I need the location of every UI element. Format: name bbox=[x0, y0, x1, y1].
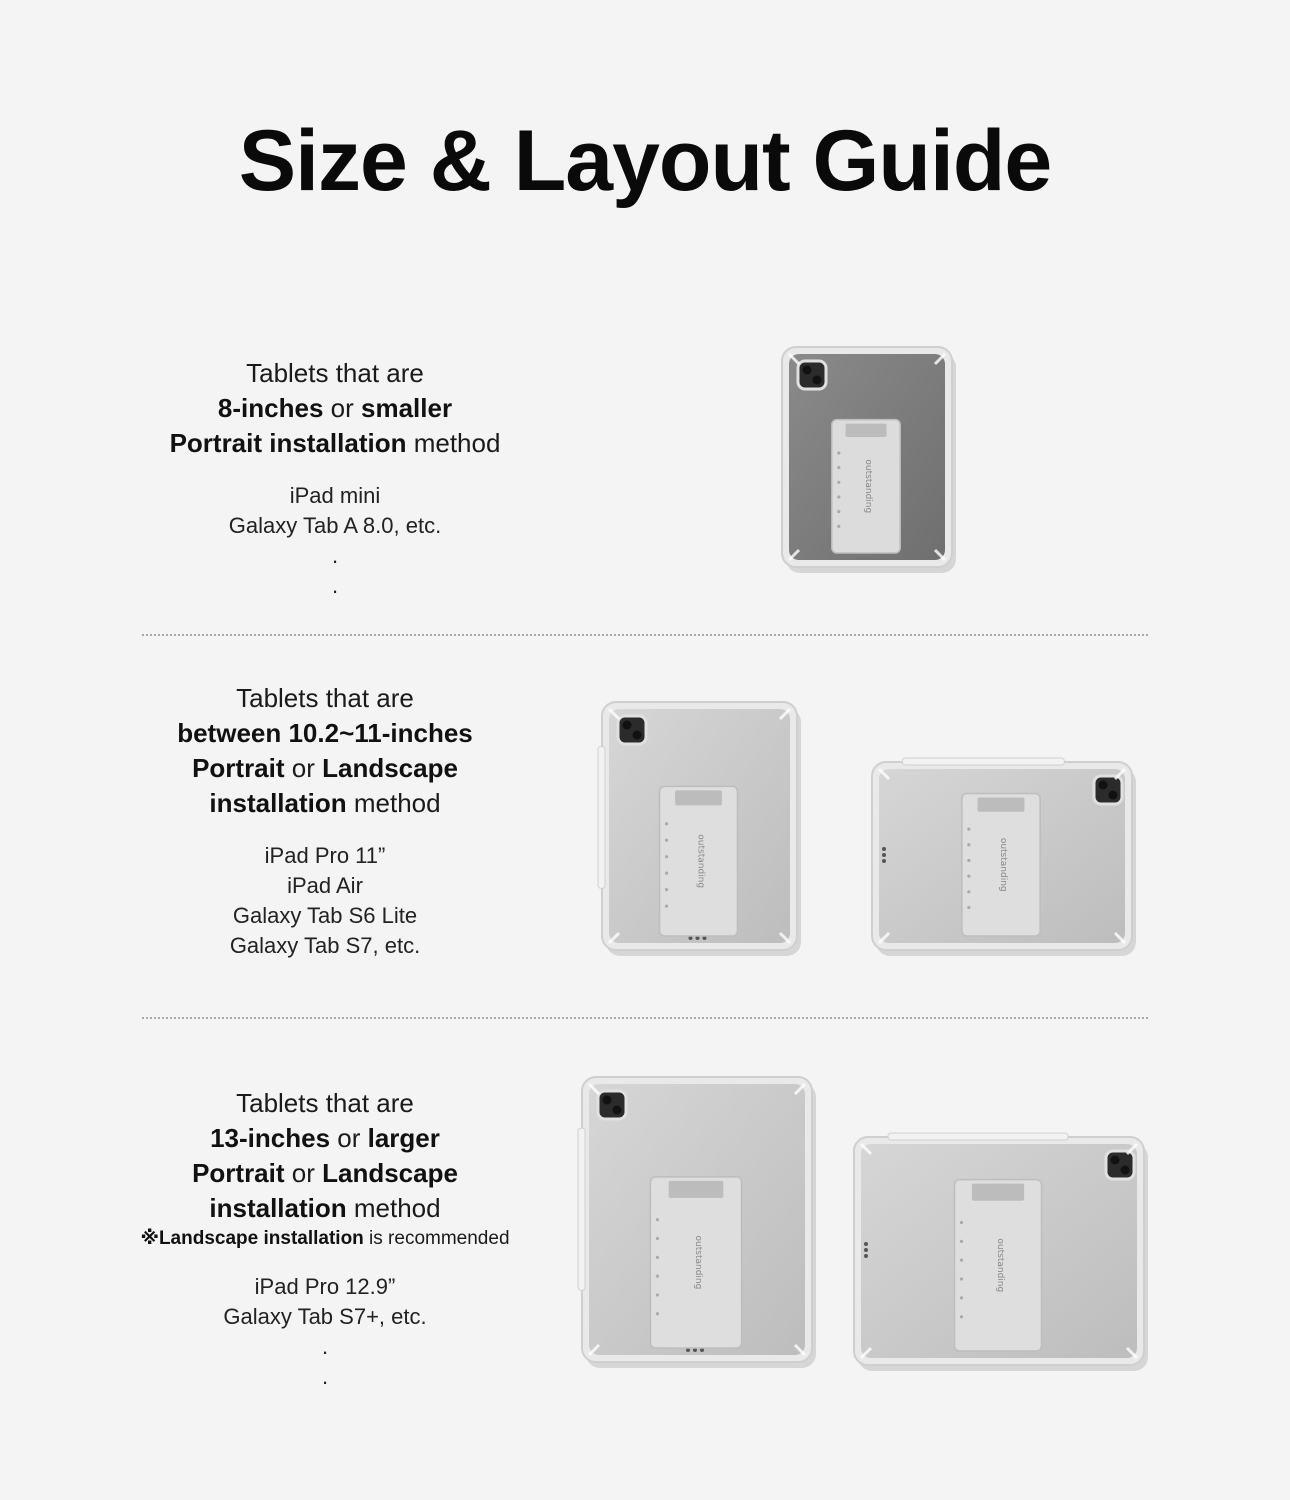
model-name: iPad mini bbox=[289, 483, 381, 508]
heading-text-bold: between 10.2~11-inches bbox=[177, 718, 473, 748]
heading-text-bold: Portrait bbox=[192, 753, 285, 783]
heading-text-bold: Landscape bbox=[322, 1158, 458, 1188]
stand-notch bbox=[837, 495, 840, 498]
stand-notch bbox=[960, 1277, 963, 1280]
heading-line bbox=[110, 1121, 540, 1156]
stand-hinge bbox=[972, 1184, 1024, 1201]
model-name: iPad Pro 12.9” bbox=[254, 1274, 396, 1299]
connector-dot bbox=[882, 847, 886, 851]
heading-text-regular: Tablets that are bbox=[236, 683, 414, 713]
camera-icon bbox=[1094, 776, 1122, 804]
stand-notch bbox=[967, 827, 970, 830]
stand-notch bbox=[837, 510, 840, 513]
heading-text-regular: or bbox=[330, 1123, 368, 1153]
section-medium-tablets-text bbox=[110, 681, 540, 961]
model-name: . bbox=[331, 573, 339, 598]
stand-brand-label: outstanding bbox=[695, 834, 706, 889]
heading-line bbox=[120, 426, 550, 461]
stand-notch bbox=[967, 906, 970, 909]
heading-text-regular: method bbox=[346, 1193, 441, 1223]
stylus-pencil bbox=[578, 1128, 585, 1290]
stylus-pencil bbox=[888, 1133, 1068, 1140]
heading-text-regular: or bbox=[323, 393, 361, 423]
model-name: Galaxy Tab S7+, etc. bbox=[223, 1304, 427, 1329]
connector-dot bbox=[864, 1248, 868, 1252]
stand-notch bbox=[665, 872, 668, 875]
stand-hinge bbox=[978, 797, 1025, 811]
heading-text-regular: Tablets that are bbox=[236, 1088, 414, 1118]
heading-line bbox=[120, 356, 550, 391]
tablet-landscape-large-image bbox=[852, 1135, 1152, 1373]
stylus-pencil bbox=[598, 746, 605, 888]
stand-hinge bbox=[845, 424, 886, 437]
heading-text-bold: Portrait installation bbox=[169, 428, 407, 458]
section-small-tablets-text bbox=[120, 356, 550, 601]
stand-hinge bbox=[669, 1181, 724, 1198]
stylus-pencil bbox=[902, 758, 1064, 765]
heading-text-regular: or bbox=[284, 753, 323, 783]
heading-text-bold: installation bbox=[209, 788, 347, 818]
heading-line bbox=[110, 1191, 540, 1226]
stand-brand-label: outstanding bbox=[693, 1235, 703, 1290]
model-name: . bbox=[321, 1364, 329, 1389]
heading-line bbox=[110, 1156, 540, 1191]
heading-line bbox=[110, 751, 540, 786]
stand-notch bbox=[656, 1237, 659, 1240]
heading-text-bold: installation bbox=[209, 1193, 347, 1223]
tablet-portrait-large-image bbox=[580, 1075, 820, 1370]
model-name: Galaxy Tab A 8.0, etc. bbox=[228, 513, 442, 538]
stand-hinge bbox=[675, 790, 722, 805]
heading-line bbox=[110, 786, 540, 821]
note-text-bold: ※Landscape installation bbox=[140, 1228, 364, 1249]
heading-line bbox=[110, 716, 540, 751]
heading-text-regular: method bbox=[346, 788, 441, 818]
stand-notch bbox=[960, 1240, 963, 1243]
heading-text-bold: 13-inches bbox=[210, 1123, 331, 1153]
compatible-models-list bbox=[110, 1272, 540, 1392]
heading-text-bold: larger bbox=[367, 1123, 440, 1153]
stand-notch bbox=[960, 1315, 963, 1318]
stand-notch bbox=[656, 1256, 659, 1259]
stand-notch bbox=[967, 843, 970, 846]
model-name: . bbox=[331, 543, 339, 568]
tablet-portrait-small-image bbox=[780, 345, 960, 575]
stand-notch bbox=[665, 822, 668, 825]
stand-notch bbox=[656, 1275, 659, 1278]
stand-brand-label: outstanding bbox=[863, 459, 873, 514]
heading-text-regular: Tablets that are bbox=[246, 358, 424, 388]
model-name: Galaxy Tab S6 Lite bbox=[232, 903, 418, 928]
compatible-models-list bbox=[120, 481, 550, 601]
heading-text-bold: 8-inches bbox=[217, 393, 324, 423]
stand-notch bbox=[967, 890, 970, 893]
camera-icon bbox=[798, 361, 826, 389]
camera-icon bbox=[618, 716, 646, 744]
heading-text-bold: smaller bbox=[361, 393, 453, 423]
connector-dot bbox=[864, 1254, 868, 1258]
section-divider bbox=[142, 1017, 1148, 1019]
stand-notch bbox=[656, 1293, 659, 1296]
stand-notch bbox=[656, 1312, 659, 1315]
stand-notch bbox=[837, 466, 840, 469]
stand-notch bbox=[837, 481, 840, 484]
stand-notch bbox=[960, 1221, 963, 1224]
stand-notch bbox=[960, 1296, 963, 1299]
stand-brand-label: outstanding bbox=[995, 1238, 1005, 1293]
tablet-portrait-medium-image bbox=[600, 700, 805, 958]
heading-line bbox=[120, 391, 550, 426]
compatible-models-list bbox=[110, 841, 540, 961]
camera-icon bbox=[598, 1091, 626, 1119]
stand-notch bbox=[967, 859, 970, 862]
stand-notch bbox=[967, 875, 970, 878]
page-title: Size & Layout Guide bbox=[238, 113, 1052, 209]
stand-notch bbox=[665, 839, 668, 842]
stand-brand-label: outstanding bbox=[998, 837, 1008, 892]
heading-line bbox=[110, 681, 540, 716]
connector-dot bbox=[882, 859, 886, 863]
model-name: iPad Pro 11” bbox=[264, 843, 386, 868]
section-divider bbox=[142, 634, 1148, 636]
section-large-tablets-text bbox=[110, 1086, 540, 1392]
camera-icon bbox=[1106, 1151, 1134, 1179]
stand-notch bbox=[665, 904, 668, 907]
stand-notch bbox=[665, 855, 668, 858]
connector-dot bbox=[864, 1242, 868, 1246]
note-text-regular: is recommended bbox=[363, 1228, 510, 1249]
connector-dot bbox=[882, 853, 886, 857]
stand-notch bbox=[665, 888, 668, 891]
heading-text-regular: or bbox=[284, 1158, 323, 1188]
heading-text-bold: Landscape bbox=[322, 753, 458, 783]
stand-notch bbox=[960, 1259, 963, 1262]
recommendation-note bbox=[110, 1226, 540, 1252]
heading-text-bold: Portrait bbox=[192, 1158, 285, 1188]
stand-notch bbox=[837, 525, 840, 528]
model-name: iPad Air bbox=[287, 873, 363, 898]
stand-notch bbox=[656, 1218, 659, 1221]
model-name: Galaxy Tab S7, etc. bbox=[229, 933, 421, 958]
heading-text-regular: method bbox=[406, 428, 501, 458]
model-name: . bbox=[321, 1334, 329, 1359]
tablet-landscape-medium-image bbox=[870, 760, 1140, 958]
stand-notch bbox=[837, 451, 840, 454]
heading-line bbox=[110, 1086, 540, 1121]
